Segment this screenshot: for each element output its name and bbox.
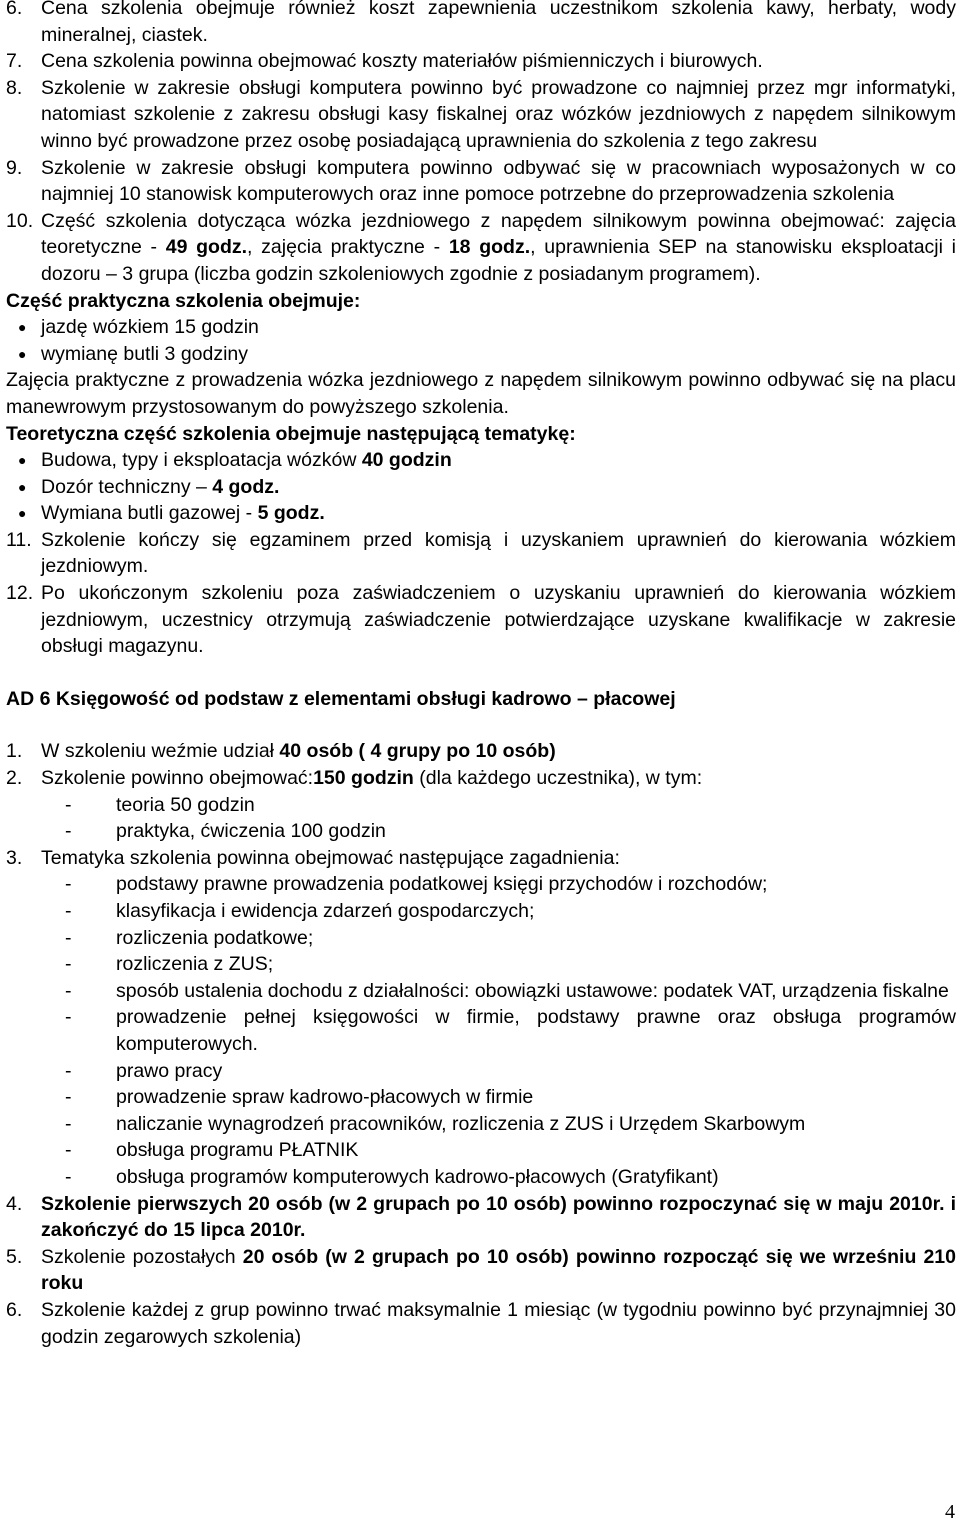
dash-text: rozliczenia podatkowe; bbox=[116, 926, 314, 949]
dash-text: klasyfikacja i ewidencja zdarzeń gospodarczych; bbox=[116, 900, 535, 922]
text-run: Budowa, typy i eksploatacja wózków bbox=[41, 449, 362, 472]
bullet-icon: ● bbox=[18, 319, 27, 336]
text-run: Część szkolenia dotycząca wózka jezdniowego z napędem silnikowym powinna obejmować: zajęcia teoretyczne - bbox=[41, 209, 956, 259]
dash-item bbox=[6, 1004, 956, 1057]
item-number: 4. bbox=[6, 1192, 23, 1215]
ad6-item-4 bbox=[6, 1191, 956, 1244]
item-text: Szkolenie w zakresie obsługi komputera powinno odbywać się w pracowniach wyposażonych w co najmniej 10 stanowisk komputerowych oraz inne pomoce potrzebne do przeprowadzenia szkolenia bbox=[41, 156, 956, 206]
item-number: 6. bbox=[6, 1298, 23, 1321]
page-number: 4 bbox=[945, 1501, 955, 1523]
bullet-icon: ● bbox=[18, 478, 27, 495]
practical-heading bbox=[6, 288, 956, 315]
bold-run: 49 godz. bbox=[165, 236, 248, 259]
list-item-7 bbox=[6, 48, 956, 75]
item-number: 7. bbox=[6, 50, 23, 73]
bold-run: 20 osób (w 2 grupach po 10 osób) powinno rozpocząć się we wrześniu 210 roku bbox=[41, 1245, 956, 1295]
list-item-11 bbox=[6, 527, 956, 580]
item-text bbox=[41, 1191, 956, 1244]
dash-item bbox=[6, 818, 956, 845]
dash-item bbox=[6, 898, 956, 925]
bullet-icon: ● bbox=[18, 452, 27, 469]
list-item-9 bbox=[6, 155, 956, 208]
item-text bbox=[41, 208, 956, 288]
dash-marker: - bbox=[65, 1006, 72, 1029]
practical-note: Zajęcia praktyczne z prowadzenia wózka jezdniowego z napędem silnikowym powinno odbywać się na placu manewrowym przystosowanym do powyższego szkolenia. bbox=[6, 369, 956, 418]
dash-item bbox=[6, 925, 956, 952]
dash-marker: - bbox=[65, 953, 72, 976]
ad6-item-1 bbox=[6, 738, 956, 765]
bold-run: 4 godz. bbox=[212, 475, 280, 498]
bullet-text bbox=[41, 474, 956, 501]
bullet-icon: ● bbox=[18, 345, 27, 362]
dash-item bbox=[6, 978, 956, 1005]
dash-item bbox=[6, 1084, 956, 1111]
text-run: Wymiana butli gazowej - bbox=[41, 502, 258, 525]
item-text bbox=[41, 1244, 956, 1297]
text-run: Szkolenie pozostałych bbox=[41, 1245, 243, 1268]
item-number: 6. bbox=[6, 0, 23, 19]
bold-run: 150 godzin bbox=[313, 767, 414, 790]
heading-text: Część praktyczna szkolenia obejmuje: bbox=[6, 289, 361, 312]
dash-marker: - bbox=[65, 926, 72, 949]
item-number: 1. bbox=[6, 740, 23, 763]
dash-marker: - bbox=[65, 793, 72, 816]
heading-text: Teoretyczna część szkolenia obejmuje następującą tematykę: bbox=[6, 422, 576, 445]
list-item-12 bbox=[6, 580, 956, 660]
bullet-text bbox=[41, 447, 956, 474]
dash-text: sposób ustalenia dochodu z działalności: obowiązki ustawowe: podatek VAT, urządzenia fiskalne bbox=[116, 979, 949, 1002]
dash-item bbox=[6, 871, 956, 898]
bullet-item bbox=[6, 341, 956, 368]
dash-text: obsługa programu PŁATNIK bbox=[116, 1139, 359, 1162]
bold-run: 5 godz. bbox=[257, 502, 325, 525]
dash-text: obsługa programów komputerowych kadrowo-płacowych (Gratyfikant) bbox=[116, 1165, 719, 1188]
dash-text: podstawy prawne prowadzenia podatkowej księgi przychodów i rozchodów; bbox=[116, 873, 768, 896]
item-number: 9. bbox=[6, 156, 23, 179]
item-text bbox=[41, 765, 956, 792]
ad6-item-3 bbox=[6, 845, 956, 872]
text-run: , zajęcia praktyczne - bbox=[247, 236, 449, 259]
list-item-8 bbox=[6, 75, 956, 155]
list-item-10 bbox=[6, 208, 956, 288]
bullet-item bbox=[6, 500, 956, 527]
dash-item bbox=[6, 1137, 956, 1164]
spacer bbox=[6, 712, 956, 738]
dash-marker: - bbox=[65, 1086, 72, 1109]
bold-run: 40 osób ( 4 grupy po 10 osób) bbox=[279, 740, 556, 763]
item-text: Po ukończonym szkoleniu poza zaświadczeniem o uzyskaniu uprawnień do kierowania wózkiem jezdniowym, uczestnicy otrzymują zaświadczenie potwierdzające uzyskane kwalifikacje w zakresie obsługi magazynu. bbox=[41, 582, 956, 658]
dash-marker: - bbox=[65, 900, 72, 922]
item-number: 3. bbox=[6, 846, 23, 869]
dash-item bbox=[6, 1111, 956, 1138]
bullet-icon: ● bbox=[18, 505, 27, 522]
item-number: 2. bbox=[6, 767, 23, 790]
ad6-item-5 bbox=[6, 1244, 956, 1297]
item-text: Cena szkolenia obejmuje również koszt zapewnienia uczestnikom szkolenia kawy, herbaty, wody mineralnej, ciastek. bbox=[41, 0, 956, 46]
ad6-item-6 bbox=[6, 1297, 956, 1350]
dash-marker: - bbox=[65, 873, 72, 896]
item-number: 11. bbox=[6, 528, 32, 551]
dash-item bbox=[6, 951, 956, 978]
item-text: Tematyka szkolenia powinna obejmować następujące zagadnienia: bbox=[41, 846, 620, 869]
dash-item bbox=[6, 1164, 956, 1191]
item-text: Szkolenie kończy się egzaminem przed komisją i uzyskaniem uprawnień do kierowania wózkiem jezdniowym. bbox=[41, 528, 956, 578]
dash-marker: - bbox=[65, 1112, 72, 1135]
dash-marker: - bbox=[65, 979, 72, 1002]
document-page bbox=[6, 0, 956, 1350]
item-text: Szkolenie każdej z grup powinno trwać maksymalnie 1 miesiąc (w tygodniu powinno być przynajmniej 30 godzin zegarowych szkolenia) bbox=[41, 1298, 956, 1348]
section-title bbox=[6, 686, 956, 713]
bold-run: 18 godz. bbox=[448, 236, 531, 259]
dash-marker: - bbox=[65, 1139, 72, 1162]
dash-text: prowadzenie pełnej księgowości w firmie, podstawy prawne oraz obsługa programów komputerowych. bbox=[116, 1006, 956, 1055]
bullet-text: jazdę wózkiem 15 godzin bbox=[41, 316, 259, 339]
dash-text: teoria 50 godzin bbox=[116, 793, 255, 816]
bullet-text: wymianę butli 3 godziny bbox=[41, 342, 249, 365]
dash-marker: - bbox=[65, 1059, 72, 1082]
dash-text: prawo pracy bbox=[116, 1059, 223, 1082]
spacer bbox=[6, 660, 956, 686]
item-text bbox=[41, 738, 956, 765]
text-run: W szkoleniu weźmie udział bbox=[41, 740, 280, 763]
bullet-item bbox=[6, 474, 956, 501]
dash-text: rozliczenia z ZUS; bbox=[116, 953, 274, 976]
dash-item bbox=[6, 1058, 956, 1085]
text-run: , uprawnienia SEP na stanowisku eksploatacji i dozoru – 3 grupa (liczba godzin szkoleniowych zgodnie z posiadanym programem). bbox=[41, 236, 957, 285]
bullet-item bbox=[6, 314, 956, 341]
dash-marker: - bbox=[65, 1165, 72, 1188]
text-run: (dla każdego uczestnika), w tym: bbox=[413, 767, 703, 790]
list-item-6 bbox=[6, 0, 956, 48]
item-number: 8. bbox=[6, 76, 23, 99]
dash-text: naliczanie wynagrodzeń pracowników, rozliczenia z ZUS i Urzędem Skarbowym bbox=[116, 1112, 806, 1135]
dash-marker: - bbox=[65, 820, 72, 843]
dash-text: praktyka, ćwiczenia 100 godzin bbox=[116, 820, 386, 843]
item-text: Cena szkolenia powinna obejmować koszty materiałów piśmienniczych i biurowych. bbox=[41, 50, 763, 73]
bullet-text bbox=[41, 500, 956, 527]
theory-heading bbox=[6, 421, 956, 448]
section-title-text: AD 6 Księgowość od podstaw z elementami obsługi kadrowo – płacowej bbox=[6, 687, 676, 710]
dash-text: prowadzenie spraw kadrowo-płacowych w firmie bbox=[116, 1086, 534, 1109]
ad6-item-2 bbox=[6, 765, 956, 792]
text-run: Dozór techniczny – bbox=[41, 475, 213, 498]
item-number: 10. bbox=[6, 209, 34, 232]
item-number: 5. bbox=[6, 1245, 23, 1268]
bold-run: 40 godzin bbox=[361, 449, 452, 472]
bullet-item bbox=[6, 447, 956, 474]
text-run: Szkolenie powinno obejmować: bbox=[41, 767, 314, 790]
bold-run: Szkolenie pierwszych 20 osób (w 2 grupach po 10 osób) powinno rozpoczynać się w maju 2010r. i zakończyć do 15 lipca 2010r. bbox=[41, 1192, 956, 1242]
item-number: 12. bbox=[6, 582, 34, 605]
dash-item bbox=[6, 792, 956, 819]
item-text: Szkolenie w zakresie obsługi komputera powinno być prowadzone co najmniej przez mgr informatyki, natomiast szkolenie z zakresu obsługi kasy fiskalnej oraz wózków jezdniowych z napędem silnikowym winno być prowadzone przez osobę posiadającą uprawnienia do szkolenia z tego zakresu bbox=[41, 76, 956, 152]
